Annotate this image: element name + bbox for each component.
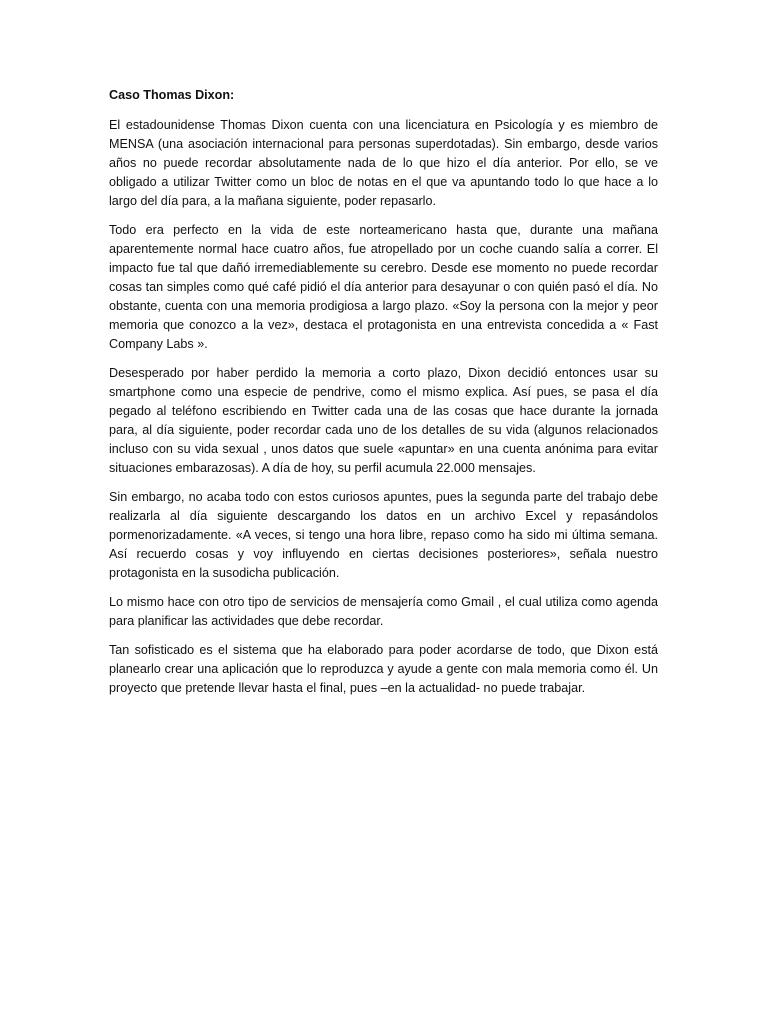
paragraph-1: El estadounidense Thomas Dixon cuenta con una licenciatura en Psicología y es miembro de MENSA (una asociación internacional para personas superdotadas). Sin embargo, desde varios años no puede recordar absolutamente nada de lo que hizo el día anterior. Por ello, se ve obligado a utilizar Twitter como un bloc de notas en el que va apuntando todo lo que hace a lo largo del día para, a la mañana siguiente, poder repasarlo. xyxy=(109,118,658,208)
document-title: Caso Thomas Dixon: xyxy=(109,88,235,102)
paragraph-5: Lo mismo hace con otro tipo de servicios de mensajería como Gmail , el cual utiliza como agenda para planificar las actividades que debe recordar. xyxy=(109,595,658,628)
paragraph-3: Desesperado por haber perdido la memoria a corto plazo, Dixon decidió entonces usar su smartphone como una especie de pendrive, como el mismo explica. Así pues, se pasa el día pegado al teléfono escribiendo en Twitter cada una de las cosas que hace durante la jornada para, al día siguiente, poder recordar cada uno de los detalles de su vida (algunos relacionados incluso con su vida sexual , unos datos que suele «apuntar» en una cuenta anónima para evitar situaciones embarazosas). A día de hoy, su perfil acumula 22.000 mensajes. xyxy=(109,366,658,475)
paragraph-4: Sin embargo, no acaba todo con estos curiosos apuntes, pues la segunda parte del trabajo debe realizarla al día siguiente descargando los datos en un archivo Excel y repasándolos pormenorizadamente. «A veces, si tengo una hora libre, repaso como ha sido mi última semana. Así recuerdo cosas y voy influyendo en ciertas decisiones posteriores», señala nuestro protagonista en la susodicha publicación. xyxy=(109,490,658,580)
paragraph-2: Todo era perfecto en la vida de este norteamericano hasta que, durante una mañana aparentemente normal hace cuatro años, fue atropellado por un coche cuando salía a correr. El impacto fue tal que dañó irremediablemente su cerebro. Desde ese momento no puede recordar cosas tan simples como qué café pidió el día anterior para desayunar o con quién pasó el día. No obstante, cuenta con una memoria prodigiosa a largo plazo. «Soy la persona con la mejor y peor memoria que conozco a la vez», destaca el protagonista en una entrevista concedida a « Fast Company Labs ». xyxy=(109,223,658,351)
document-page xyxy=(109,86,658,708)
paragraph-6: Tan sofisticado es el sistema que ha elaborado para poder acordarse de todo, que Dixon está planearlo crear una aplicación que lo reproduzca y ayude a gente con mala memoria como él. Un proyecto que pretende llevar hasta el final, pues –en la actualidad- no puede trabajar. xyxy=(109,643,658,695)
